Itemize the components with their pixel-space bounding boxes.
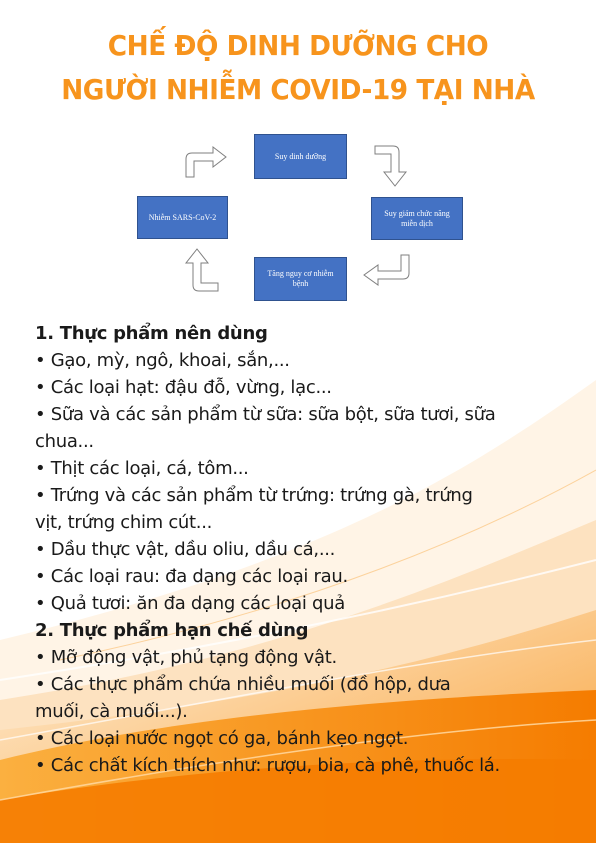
list-item: vịt, trứng chim cút... — [35, 512, 213, 533]
list-item: • Trứng và các sản phẩm từ trứng: trứng gà, trứng — [35, 485, 473, 506]
list-item: • Dầu thực vật, dầu oliu, dầu cá,... — [35, 539, 336, 560]
arrow-up-right-icon — [183, 145, 229, 179]
arrow-left-up-icon — [181, 247, 221, 293]
list-item: • Mỡ động vật, phủ tạng động vật. — [35, 647, 337, 668]
arrow-right-down-icon — [373, 144, 411, 188]
page-title — [18, 24, 578, 112]
list-item: • Thịt các loại, cá, tôm... — [35, 458, 249, 479]
list-item: chua... — [35, 431, 94, 452]
list-item: • Quả tươi: ăn đa dạng các loại quả — [35, 593, 345, 614]
list-item: • Gạo, mỳ, ngô, khoai, sắn,... — [35, 350, 290, 371]
list-item: • Các loại rau: đa dạng các loại rau. — [35, 566, 348, 587]
title-line-2: NGƯỜI NHIỄM COVID-19 TẠI NHÀ — [61, 73, 535, 106]
list-item: • Các loại nước ngọt có ga, bánh kẹo ngọt. — [35, 728, 409, 749]
list-item: • Các loại hạt: đậu đỗ, vừng, lạc... — [35, 377, 332, 398]
list-item: • Các thực phẩm chứa nhiều muối (đồ hộp, dưa — [35, 674, 451, 695]
arrow-down-left-icon — [362, 253, 412, 287]
list-item: • Các chất kích thích như: rượu, bia, cà phê, thuốc lá. — [35, 755, 500, 776]
cycle-node-immune-decline: Suy giảm chức năng miễn dịch — [371, 197, 463, 240]
cycle-node-infection-risk: Tăng nguy cơ nhiễm bệnh — [254, 257, 347, 301]
title-line-1: CHẾ ĐỘ DINH DƯỠNG CHO — [107, 29, 489, 62]
list-item: muối, cà muối...). — [35, 701, 188, 722]
cycle-node-malnutrition: Suy dinh dưỡng — [254, 134, 347, 179]
cycle-node-sars-cov-2: Nhiễm SARS-CoV-2 — [137, 196, 228, 239]
section-heading-limited: 2. Thực phẩm hạn chế dùng — [35, 620, 309, 641]
list-item: • Sữa và các sản phẩm từ sữa: sữa bột, sữa tươi, sữa — [35, 404, 496, 425]
section-heading-recommended: 1. Thực phẩm nên dùng — [35, 323, 268, 344]
nutrition-content — [35, 320, 575, 779]
